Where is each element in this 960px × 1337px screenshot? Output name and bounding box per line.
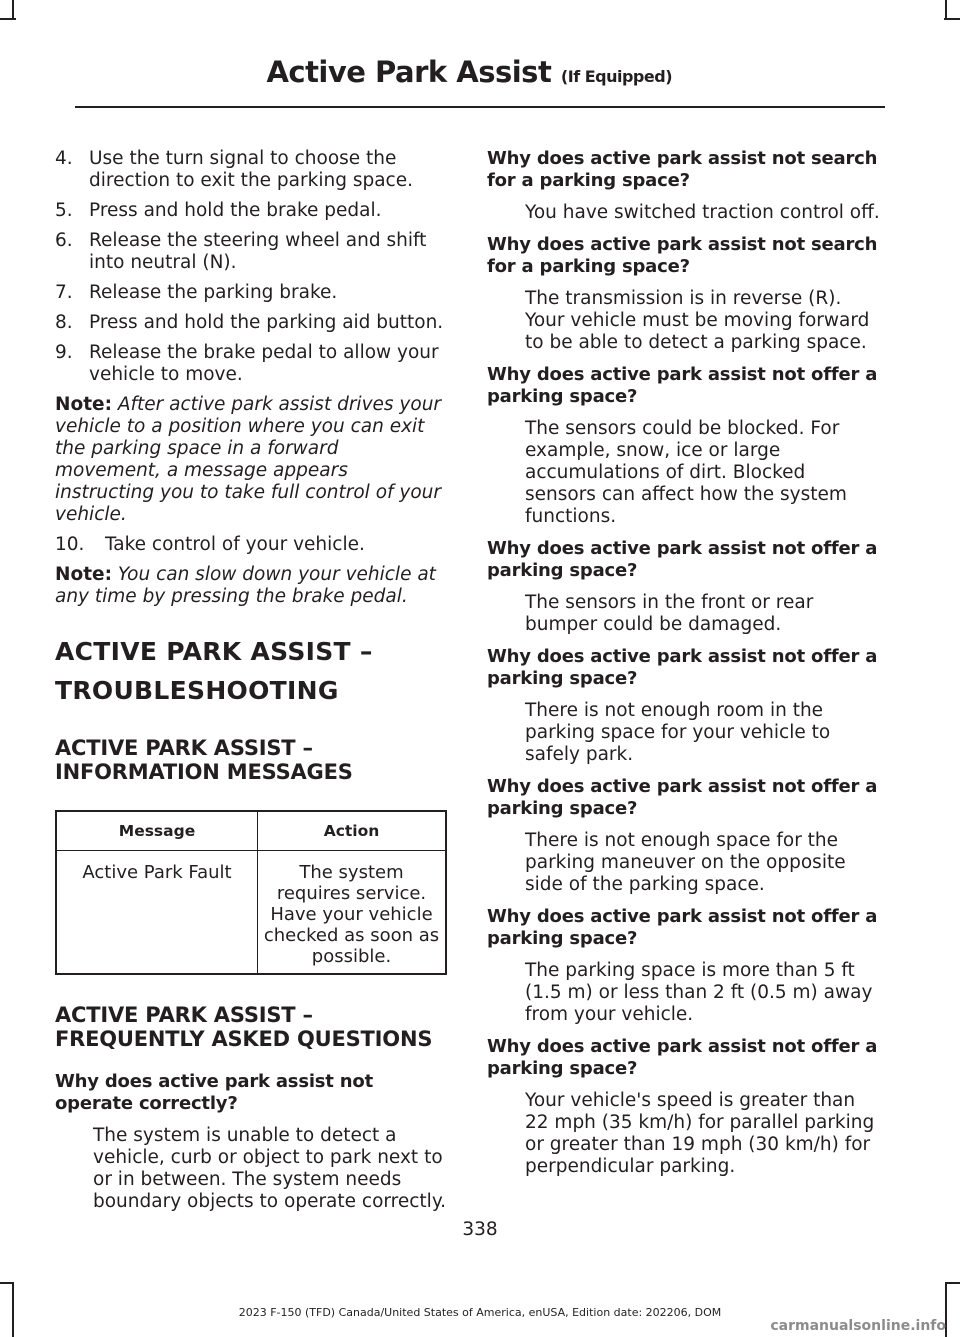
faq-question: Why does active park assist not offer a parking space? bbox=[487, 776, 878, 819]
faq-question: Why does active park assist not search for a parking space? bbox=[487, 148, 878, 191]
faq-question: Why does active park assist not operate correctly? bbox=[55, 1071, 373, 1114]
right-column bbox=[487, 148, 882, 1178]
step-item bbox=[55, 312, 447, 334]
watermark: carmanualsonline.info bbox=[770, 1318, 946, 1334]
faq-question: Why does active park assist not offer a parking space? bbox=[487, 364, 878, 407]
crop-mark bbox=[12, 0, 14, 20]
page-number: 338 bbox=[462, 1219, 498, 1240]
faq-answer: The parking space is more than 5 ft (1.5 m) or less than 2 ft (0.5 m) away from your vehicle. bbox=[525, 960, 873, 1025]
faq-answer: The sensors could be blocked. For example, snow, ice or large accumulations of dirt. Blocked sensors can affect how the system functions. bbox=[525, 418, 847, 527]
section-title bbox=[55, 636, 447, 706]
step-number: 6. bbox=[55, 230, 73, 251]
header-rule bbox=[75, 106, 885, 108]
info-messages-heading: ACTIVE PARK ASSIST – INFORMATION MESSAGES bbox=[55, 736, 353, 784]
faq-question: Why does active park assist not offer a parking space? bbox=[487, 1036, 878, 1079]
step-text: Press and hold the brake pedal. bbox=[89, 200, 382, 221]
table-cell: Active Park Fault bbox=[56, 851, 258, 975]
faq-answer: The system is unable to detect a vehicle, curb or object to park next to or in between. The system needs boundary objects to operate correctly. bbox=[93, 1125, 447, 1212]
crop-mark bbox=[0, 1282, 14, 1284]
left-column bbox=[55, 148, 447, 1213]
faq-question: Why does active park assist not offer a parking space? bbox=[487, 646, 878, 689]
step-number: 7. bbox=[55, 282, 73, 303]
step-item bbox=[55, 230, 447, 274]
step-item bbox=[55, 148, 447, 192]
faq-question: Why does active park assist not search for a parking space? bbox=[487, 234, 878, 277]
step-text: Release the brake pedal to allow your vehicle to move. bbox=[89, 342, 439, 385]
step-number: 4. bbox=[55, 148, 73, 169]
table-header: Message bbox=[56, 811, 258, 851]
section-title-line: TROUBLESHOOTING bbox=[55, 676, 339, 705]
step-number: 8. bbox=[55, 312, 73, 333]
faq-answer: There is not enough room in the parking space for your vehicle to safely park. bbox=[525, 700, 831, 765]
faq-heading: ACTIVE PARK ASSIST – FREQUENTLY ASKED QUESTIONS bbox=[55, 1003, 433, 1051]
step-text: Take control of your vehicle. bbox=[105, 534, 365, 555]
step-text: Use the turn signal to choose the direction to exit the parking space. bbox=[89, 148, 413, 191]
page-header-title bbox=[266, 55, 672, 89]
crop-mark bbox=[0, 18, 16, 20]
header-subtitle: (If Equipped) bbox=[560, 67, 672, 86]
note-text: After active park assist drives your vehicle to a position where you can exit the parking space in a forward movement, a message appears instructing you to take full control of your vehicle. bbox=[55, 394, 442, 525]
step-number: 5. bbox=[55, 200, 73, 221]
faq-answer: The transmission is in reverse (R). Your vehicle must be moving forward to be able to detect a parking space. bbox=[525, 288, 870, 353]
table-row bbox=[56, 851, 446, 975]
step-text: Press and hold the parking aid button. bbox=[89, 312, 444, 333]
step-item bbox=[55, 534, 447, 556]
crop-mark bbox=[945, 0, 947, 20]
step-item bbox=[55, 200, 447, 222]
faq-question: Why does active park assist not offer a parking space? bbox=[487, 538, 878, 581]
step-item bbox=[55, 342, 447, 386]
table-cell: The system requires service. Have your vehicle checked as soon as possible. bbox=[258, 851, 447, 975]
note-text: You can slow down your vehicle at any time by pressing the brake pedal. bbox=[55, 564, 436, 607]
faq-question: Why does active park assist not offer a parking space? bbox=[487, 906, 878, 949]
note-paragraph bbox=[55, 564, 447, 608]
note-label: Note: bbox=[55, 564, 112, 585]
step-text: Release the steering wheel and shift into neutral (N). bbox=[89, 230, 427, 273]
header-title-text: Active Park Assist bbox=[266, 55, 552, 89]
step-item bbox=[55, 282, 447, 304]
note-label: Note: bbox=[55, 394, 112, 415]
crop-mark bbox=[945, 1282, 960, 1284]
info-messages-table bbox=[55, 810, 447, 975]
table-header: Action bbox=[258, 811, 447, 851]
note-paragraph bbox=[55, 394, 447, 526]
faq-answer: You have switched traction control off. bbox=[525, 202, 880, 223]
faq-answer: The sensors in the front or rear bumper could be damaged. bbox=[525, 592, 814, 635]
footer-text: 2023 F-150 (TFD) Canada/United States of America, enUSA, Edition date: 202206, DOM bbox=[238, 1306, 722, 1319]
faq-answer: There is not enough space for the parking maneuver on the opposite side of the parking space. bbox=[525, 830, 846, 895]
section-title-line: ACTIVE PARK ASSIST – bbox=[55, 637, 373, 666]
crop-mark bbox=[944, 18, 960, 20]
step-number: 10. bbox=[55, 534, 85, 555]
step-text: Release the parking brake. bbox=[89, 282, 338, 303]
step-number: 9. bbox=[55, 342, 73, 363]
faq-answer: Your vehicle's speed is greater than 22 mph (35 km/h) for parallel parking or greater than 19 mph (30 km/h) for perpendicular parking. bbox=[525, 1090, 875, 1177]
